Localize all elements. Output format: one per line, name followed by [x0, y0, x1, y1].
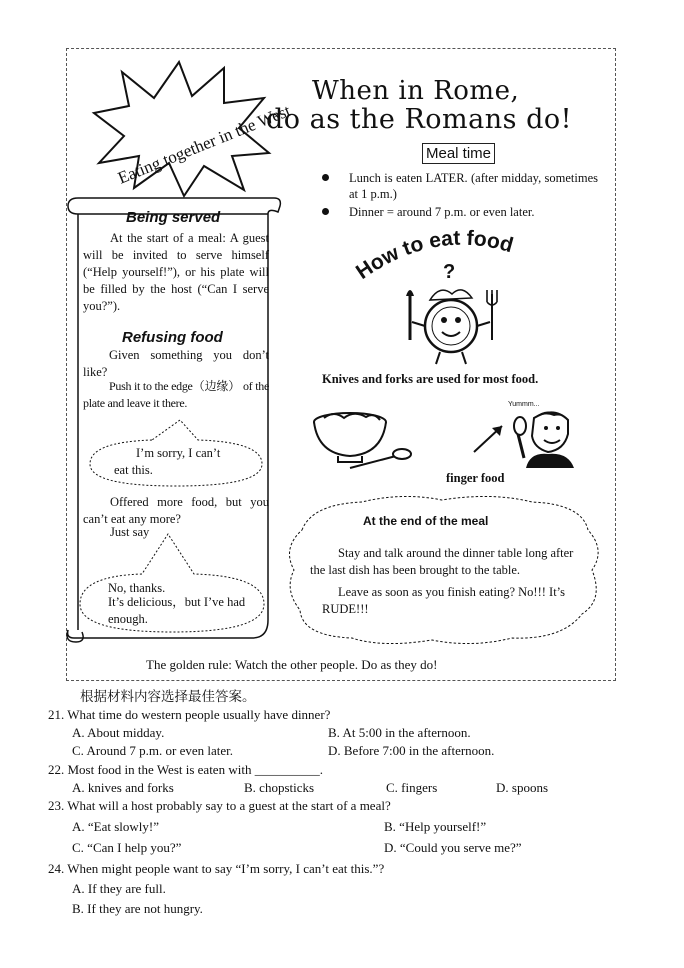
- title-line1: When in Rome,: [312, 76, 520, 106]
- meal-bullet-2: [322, 204, 598, 220]
- finger-food-label: finger food: [446, 471, 505, 485]
- question-22-num: 22.: [48, 762, 65, 777]
- question-24-num: 24.: [48, 861, 65, 876]
- q23-option-c[interactable]: C. “Can I help you?”: [72, 840, 182, 855]
- being-served-text: At the start of a meal: A guest will be invited to serve himself (“Help yourself!”), or his plate will be filled by the host (“Can I serve you?”).: [83, 231, 269, 313]
- refusing-text-3: Offered more food, but you can’t eat any more?: [83, 495, 269, 526]
- plate-character-illustration: [400, 282, 502, 366]
- question-24: [48, 860, 384, 878]
- how-to-eat-text: How to eat food: [352, 226, 516, 284]
- end-of-meal-heading: At the end of the meal: [363, 514, 489, 528]
- q21-option-d[interactable]: D. Before 7:00 in the afternoon.: [328, 743, 495, 758]
- how-to-eat-qmark: ?: [443, 261, 456, 283]
- q23-option-b[interactable]: B. “Help yourself!”: [384, 819, 487, 834]
- question-24-text: When might people want to say “I’m sorry, I can’t eat this.”?: [67, 861, 385, 876]
- bubble-2-line1: No, thanks.: [108, 581, 166, 595]
- q23-option-a[interactable]: A. “Eat slowly!”: [72, 819, 160, 834]
- question-21: [48, 706, 330, 724]
- question-23-text: What will a host probably say to a guest at the start of a meal?: [67, 798, 391, 813]
- question-23-num: 23.: [48, 798, 65, 813]
- title-line2: do as the Romans do!: [266, 104, 572, 135]
- question-21-text: What time do western people usually have dinner?: [67, 707, 331, 722]
- star-label: Eating together in the West: [115, 100, 294, 188]
- refusing-text-4: Just say: [110, 525, 150, 539]
- q22-option-b[interactable]: B. chopsticks: [244, 780, 315, 795]
- q21-option-c[interactable]: C. Around 7 p.m. or even later.: [72, 743, 234, 758]
- question-22-text: Most food in the West is eaten with __________.: [67, 762, 323, 777]
- meal-bullet-1: [322, 170, 598, 202]
- man-finger-food-illustration: [468, 392, 580, 468]
- q22-option-c[interactable]: C. fingers: [386, 780, 438, 795]
- question-23: [48, 797, 391, 815]
- end-of-meal-text-2: Leave as soon as you finish eating? No!!! It’s RUDE!!!: [322, 585, 566, 616]
- svg-text:How to eat food: [352, 227, 516, 284]
- starburst-graphic: [84, 58, 294, 198]
- q24-option-a[interactable]: A. If they are full.: [72, 881, 166, 896]
- refusing-food-heading: Refusing food: [122, 329, 223, 346]
- question-21-num: 21.: [48, 707, 65, 722]
- q22-option-a[interactable]: A. knives and forks: [72, 780, 174, 795]
- refusing-text-1: Given something you don’t like?: [83, 348, 269, 379]
- bowl-spoon-illustration: [308, 404, 418, 474]
- q24-option-b[interactable]: B. If they are not hungry.: [72, 901, 203, 916]
- meal-time-heading: Meal time: [422, 143, 495, 164]
- knives-caption: Knives and forks are used for most food.: [322, 372, 539, 386]
- end-of-meal-text-1: Stay and talk around the dinner table long after the last dish has been brought to the table.: [310, 546, 574, 577]
- bullet-icon: [322, 208, 329, 215]
- q21-option-b[interactable]: B. At 5:00 in the afternoon.: [328, 725, 471, 740]
- instruction-text: 根据材料内容选择最佳答案。: [80, 689, 256, 705]
- q21-option-a[interactable]: A. About midday.: [72, 725, 165, 740]
- refusing-text-2: Push it to the edge（边缘） of the plate and leave it there.: [83, 379, 269, 410]
- yummm-label: Yummm...: [508, 401, 540, 408]
- being-served-heading: Being served: [126, 209, 221, 226]
- golden-rule: The golden rule: Watch the other people. Do as they do!: [146, 657, 438, 672]
- meal-bullet-1-text: Lunch is eaten LATER. (after midday, sometimes at 1 p.m.): [349, 171, 598, 201]
- q23-option-d[interactable]: D. “Could you serve me?”: [384, 840, 522, 855]
- question-22: [48, 761, 323, 779]
- bubble-2-line2: It’s delicious，but I’ve had enough.: [108, 595, 246, 626]
- bubble-1-text: I’m sorry, I can’t eat this.: [114, 446, 221, 477]
- meal-bullet-2-text: Dinner = around 7 p.m. or even later.: [349, 205, 535, 219]
- bullet-icon: [322, 174, 329, 181]
- q22-option-d[interactable]: D. spoons: [496, 780, 549, 795]
